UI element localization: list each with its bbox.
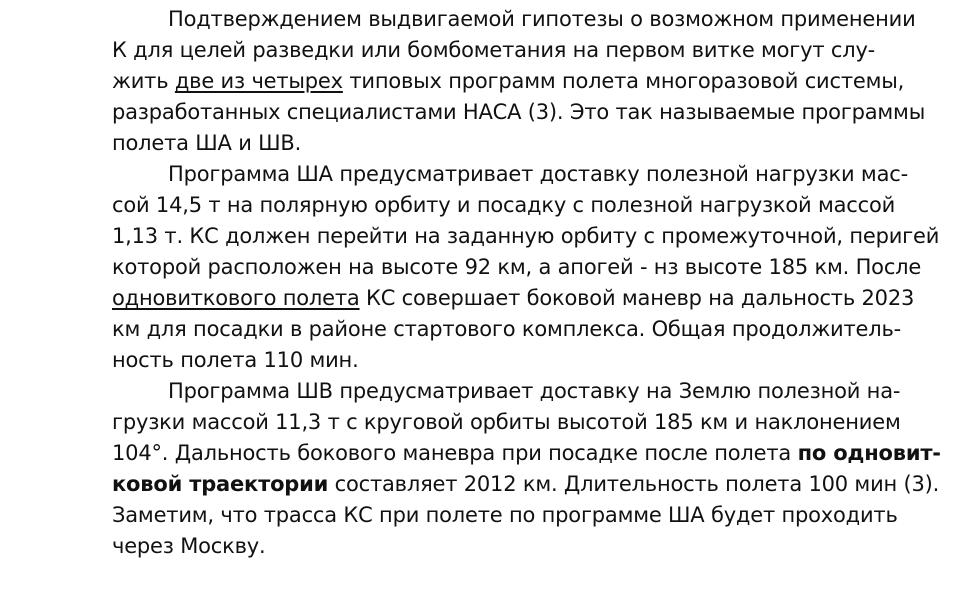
text-line xyxy=(112,500,898,531)
text-run: грузки массой 11,3 т с круговой орбиты высотой 185 км и наклонением xyxy=(112,410,901,434)
text-line xyxy=(112,128,868,159)
text-run: 104°. Дальность бокового маневра при посадке после полета xyxy=(112,441,798,465)
text-line xyxy=(112,190,896,221)
bold-text: по одновит- xyxy=(797,441,941,465)
text-line xyxy=(112,376,901,407)
text-run: разработанных специалистами НАСА (3). Это так называемые программы xyxy=(112,100,926,124)
cropped-line-fragment xyxy=(112,0,868,4)
text-line xyxy=(112,221,940,252)
text-run: полета ША и ШВ. xyxy=(112,131,302,155)
text-run: км для посадки в районе стартового комплекса. Общая продолжитель- xyxy=(112,317,902,341)
text-line xyxy=(112,252,922,283)
bold-text: ковой траектории xyxy=(112,472,329,496)
text-line xyxy=(112,345,868,376)
text-line xyxy=(112,35,876,66)
text-run: КС совершает боковой маневр на дальность 2023 xyxy=(359,286,915,310)
text-run: типовых программ полета многоразовой системы, xyxy=(342,69,905,93)
text-run: 1,13 т. КС должен перейти на заданную орбиту с промежуточной, перигей xyxy=(112,224,940,248)
text-run: Заметим, что трасса КС при полете по программе ША будет проходить xyxy=(112,503,898,527)
text-line xyxy=(112,314,902,345)
paragraph xyxy=(112,159,940,376)
document-page xyxy=(112,0,941,562)
text-run: Программа ШВ предусматривает доставку на Землю полезной на- xyxy=(168,379,901,403)
text-line xyxy=(112,469,940,500)
text-line xyxy=(112,159,908,190)
text-line xyxy=(112,531,868,562)
text-run: жить xyxy=(112,69,175,93)
text-run: составляет 2012 км. Длительность полета 100 мин (3). xyxy=(328,472,940,496)
underlined-text: одновиткового полета xyxy=(112,286,360,310)
text-line xyxy=(112,4,916,35)
document-body xyxy=(112,4,941,562)
text-run: Программа ША предусматривает доставку полезной нагрузки мас- xyxy=(168,162,908,186)
paragraph xyxy=(112,376,941,562)
paragraph xyxy=(112,4,926,159)
text-run: Подтверждением выдвигаемой гипотезы о возможном применении xyxy=(168,7,916,31)
text-line xyxy=(112,97,926,128)
text-line xyxy=(112,407,901,438)
text-run: К для целей разведки или бомбометания на первом витке могут слу- xyxy=(112,38,876,62)
text-line xyxy=(112,438,941,469)
text-run: сой 14,5 т на полярную орбиту и посадку с полезной нагрузкой массой xyxy=(112,193,896,217)
text-run: ность полета 110 мин. xyxy=(112,348,359,372)
text-run: через Москву. xyxy=(112,534,266,558)
text-line xyxy=(112,283,915,314)
text-line xyxy=(112,66,905,97)
underlined-text: две из четырех xyxy=(174,69,343,93)
text-run: которой расположен на высоте 92 км, а апогей - нз высоте 185 км. После xyxy=(112,255,922,279)
